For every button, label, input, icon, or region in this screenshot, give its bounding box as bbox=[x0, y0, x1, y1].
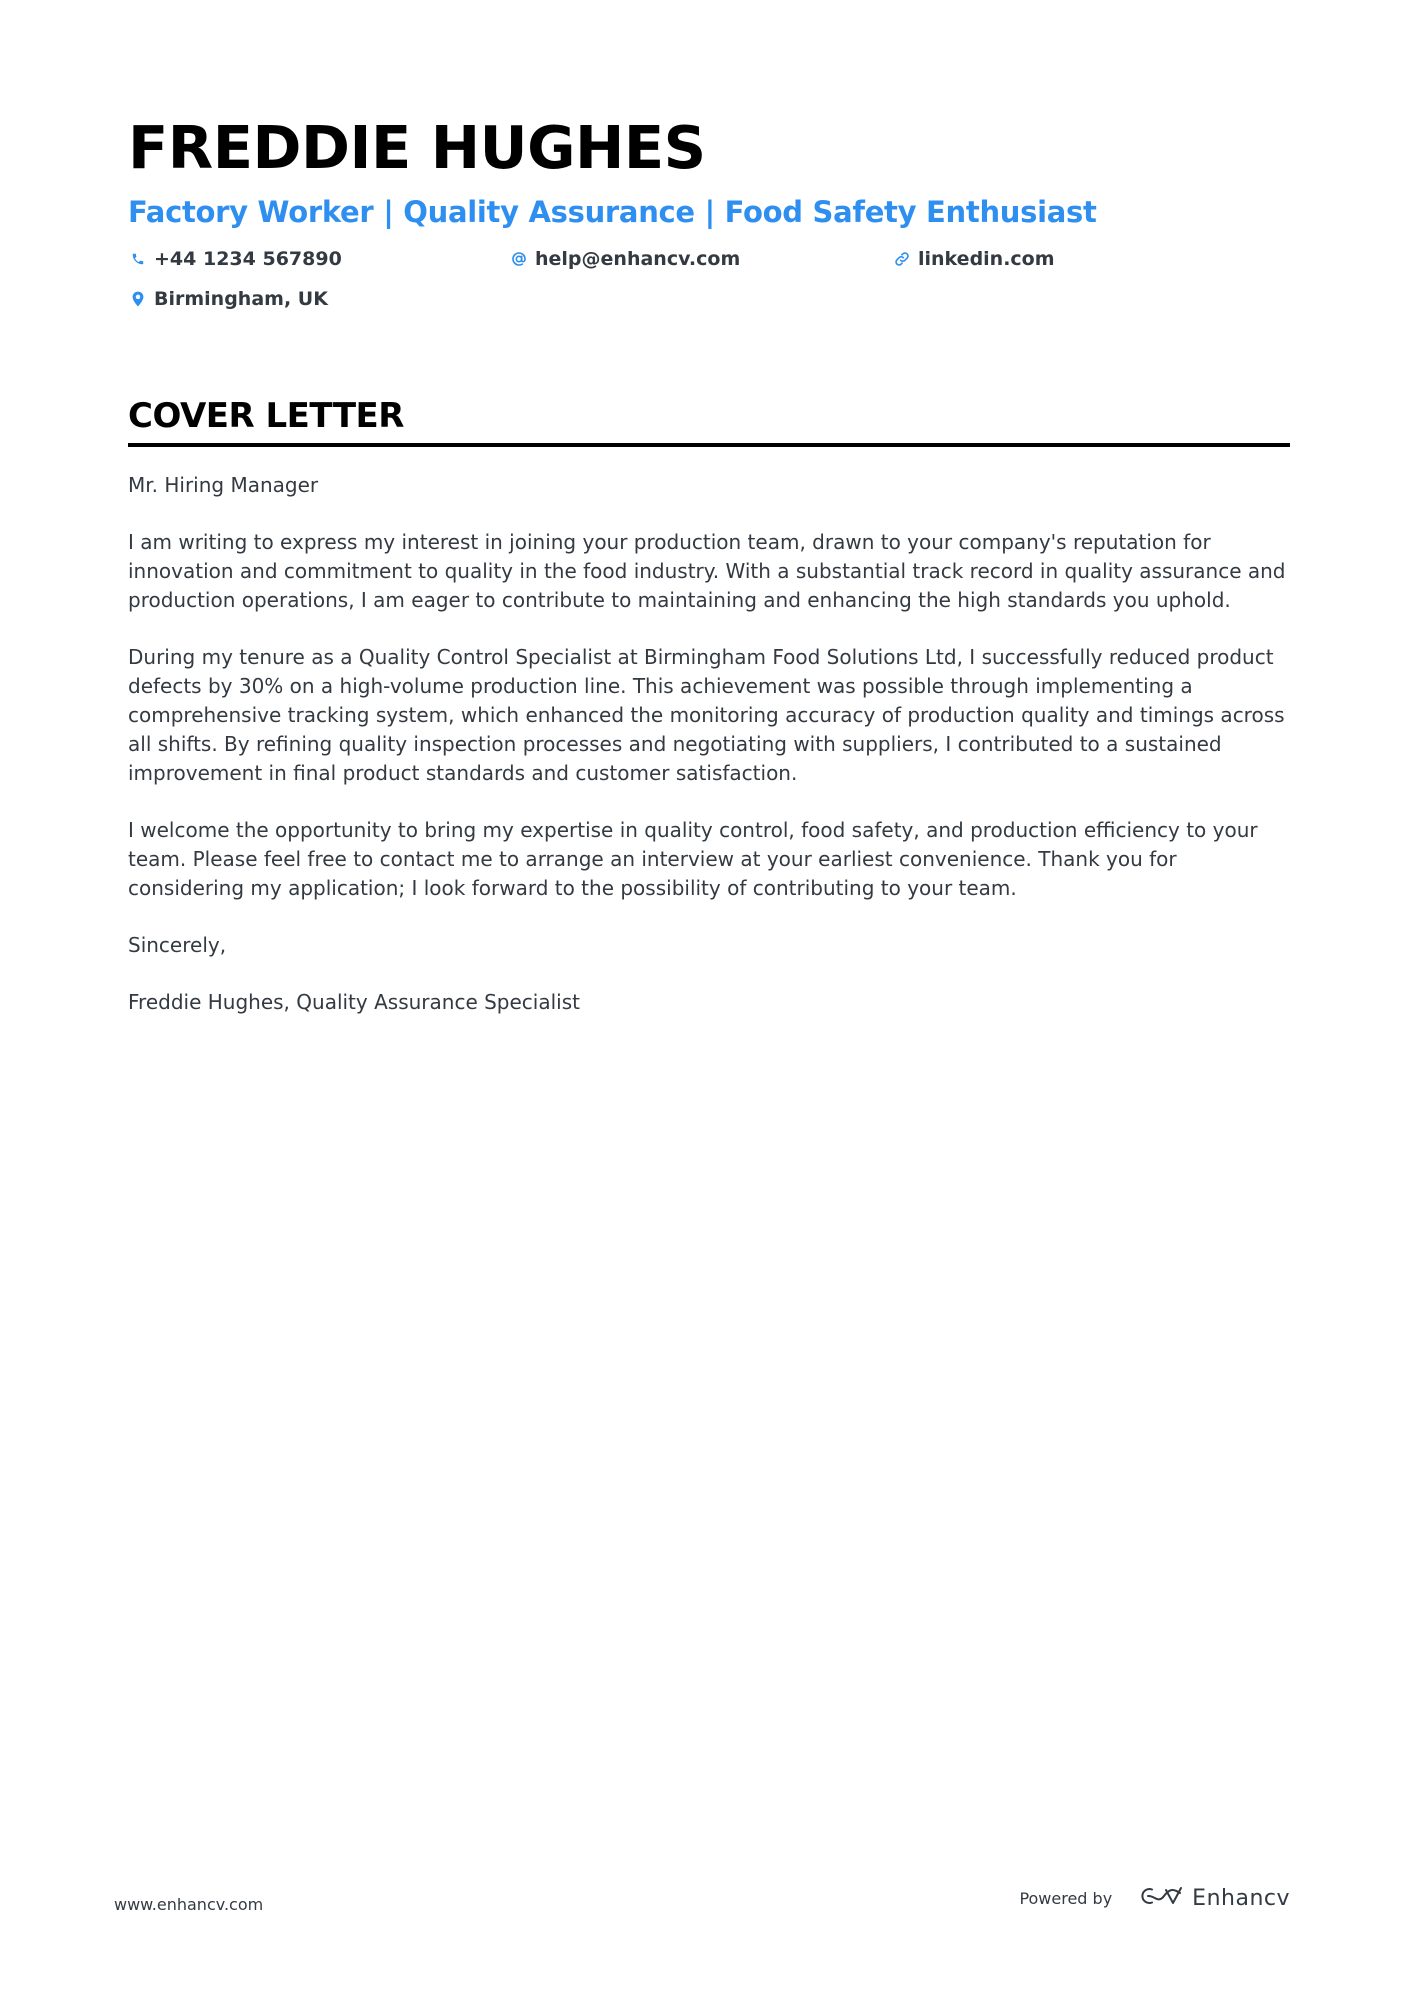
at-icon bbox=[511, 251, 527, 267]
salutation: Mr. Hiring Manager bbox=[128, 473, 319, 497]
candidate-tagline: Factory Worker | Quality Assurance | Food Safety Enthusiast bbox=[128, 195, 1097, 229]
section-title: COVER LETTER bbox=[128, 396, 404, 436]
footer-brand bbox=[1019, 1884, 1290, 1912]
enhancv-logo-icon bbox=[1138, 1884, 1184, 1912]
link-icon bbox=[894, 251, 910, 267]
letter-paragraph: I welcome the opportunity to bring my expertise in quality control, food safety, and production efficiency to your team. Please feel free to contact me to arrange an interview at your earliest convenience. Thank you for considering my application; I look forward to the possibility of contributing to your team. bbox=[128, 818, 1258, 900]
letter-paragraph: I am writing to express my interest in joining your production team, drawn to your company's reputation for innovation and commitment to quality in the food industry. With a substantial track record in quality assurance and production operations, I am eager to contribute to maintaining and enhancing the high standards you uphold. bbox=[128, 530, 1286, 612]
contact-email[interactable] bbox=[511, 244, 740, 274]
powered-by-text: Powered by bbox=[1019, 1888, 1113, 1908]
letter-paragraph: During my tenure as a Quality Control Specialist at Birmingham Food Solutions Ltd, I successfully reduced product defects by 30% on a high-volume production line. This achievement was possible through implementing a comprehensive tracking system, which enhanced the monitoring accuracy of production quality and timings across all shifts. By refining quality inspection processes and negotiating with suppliers, I contributed to a sustained improvement in final product standards and customer satisfaction. bbox=[128, 645, 1285, 785]
header bbox=[128, 108, 1290, 324]
footer-url[interactable]: www.enhancv.com bbox=[114, 1895, 264, 1914]
brand-name: Enhancv bbox=[1192, 1885, 1290, 1911]
contact-linkedin[interactable] bbox=[894, 244, 1055, 274]
phone-icon bbox=[130, 251, 146, 267]
contact-info bbox=[128, 244, 1290, 324]
phone-text: +44 1234 567890 bbox=[154, 248, 342, 270]
enhancv-logo[interactable] bbox=[1138, 1884, 1290, 1912]
closing: Sincerely, bbox=[128, 933, 227, 957]
linkedin-text: linkedin.com bbox=[918, 248, 1055, 270]
cover-letter-section bbox=[128, 392, 1290, 1045]
contact-phone bbox=[130, 244, 342, 274]
candidate-name: FREDDIE HUGHES bbox=[128, 113, 706, 182]
section-divider bbox=[128, 443, 1290, 447]
signature: Freddie Hughes, Quality Assurance Specialist bbox=[128, 990, 580, 1014]
location-text: Birmingham, UK bbox=[154, 288, 328, 310]
map-pin-icon bbox=[130, 291, 146, 307]
letter-body bbox=[128, 471, 1290, 1017]
contact-location bbox=[130, 284, 328, 314]
email-text: help@enhancv.com bbox=[535, 248, 741, 270]
